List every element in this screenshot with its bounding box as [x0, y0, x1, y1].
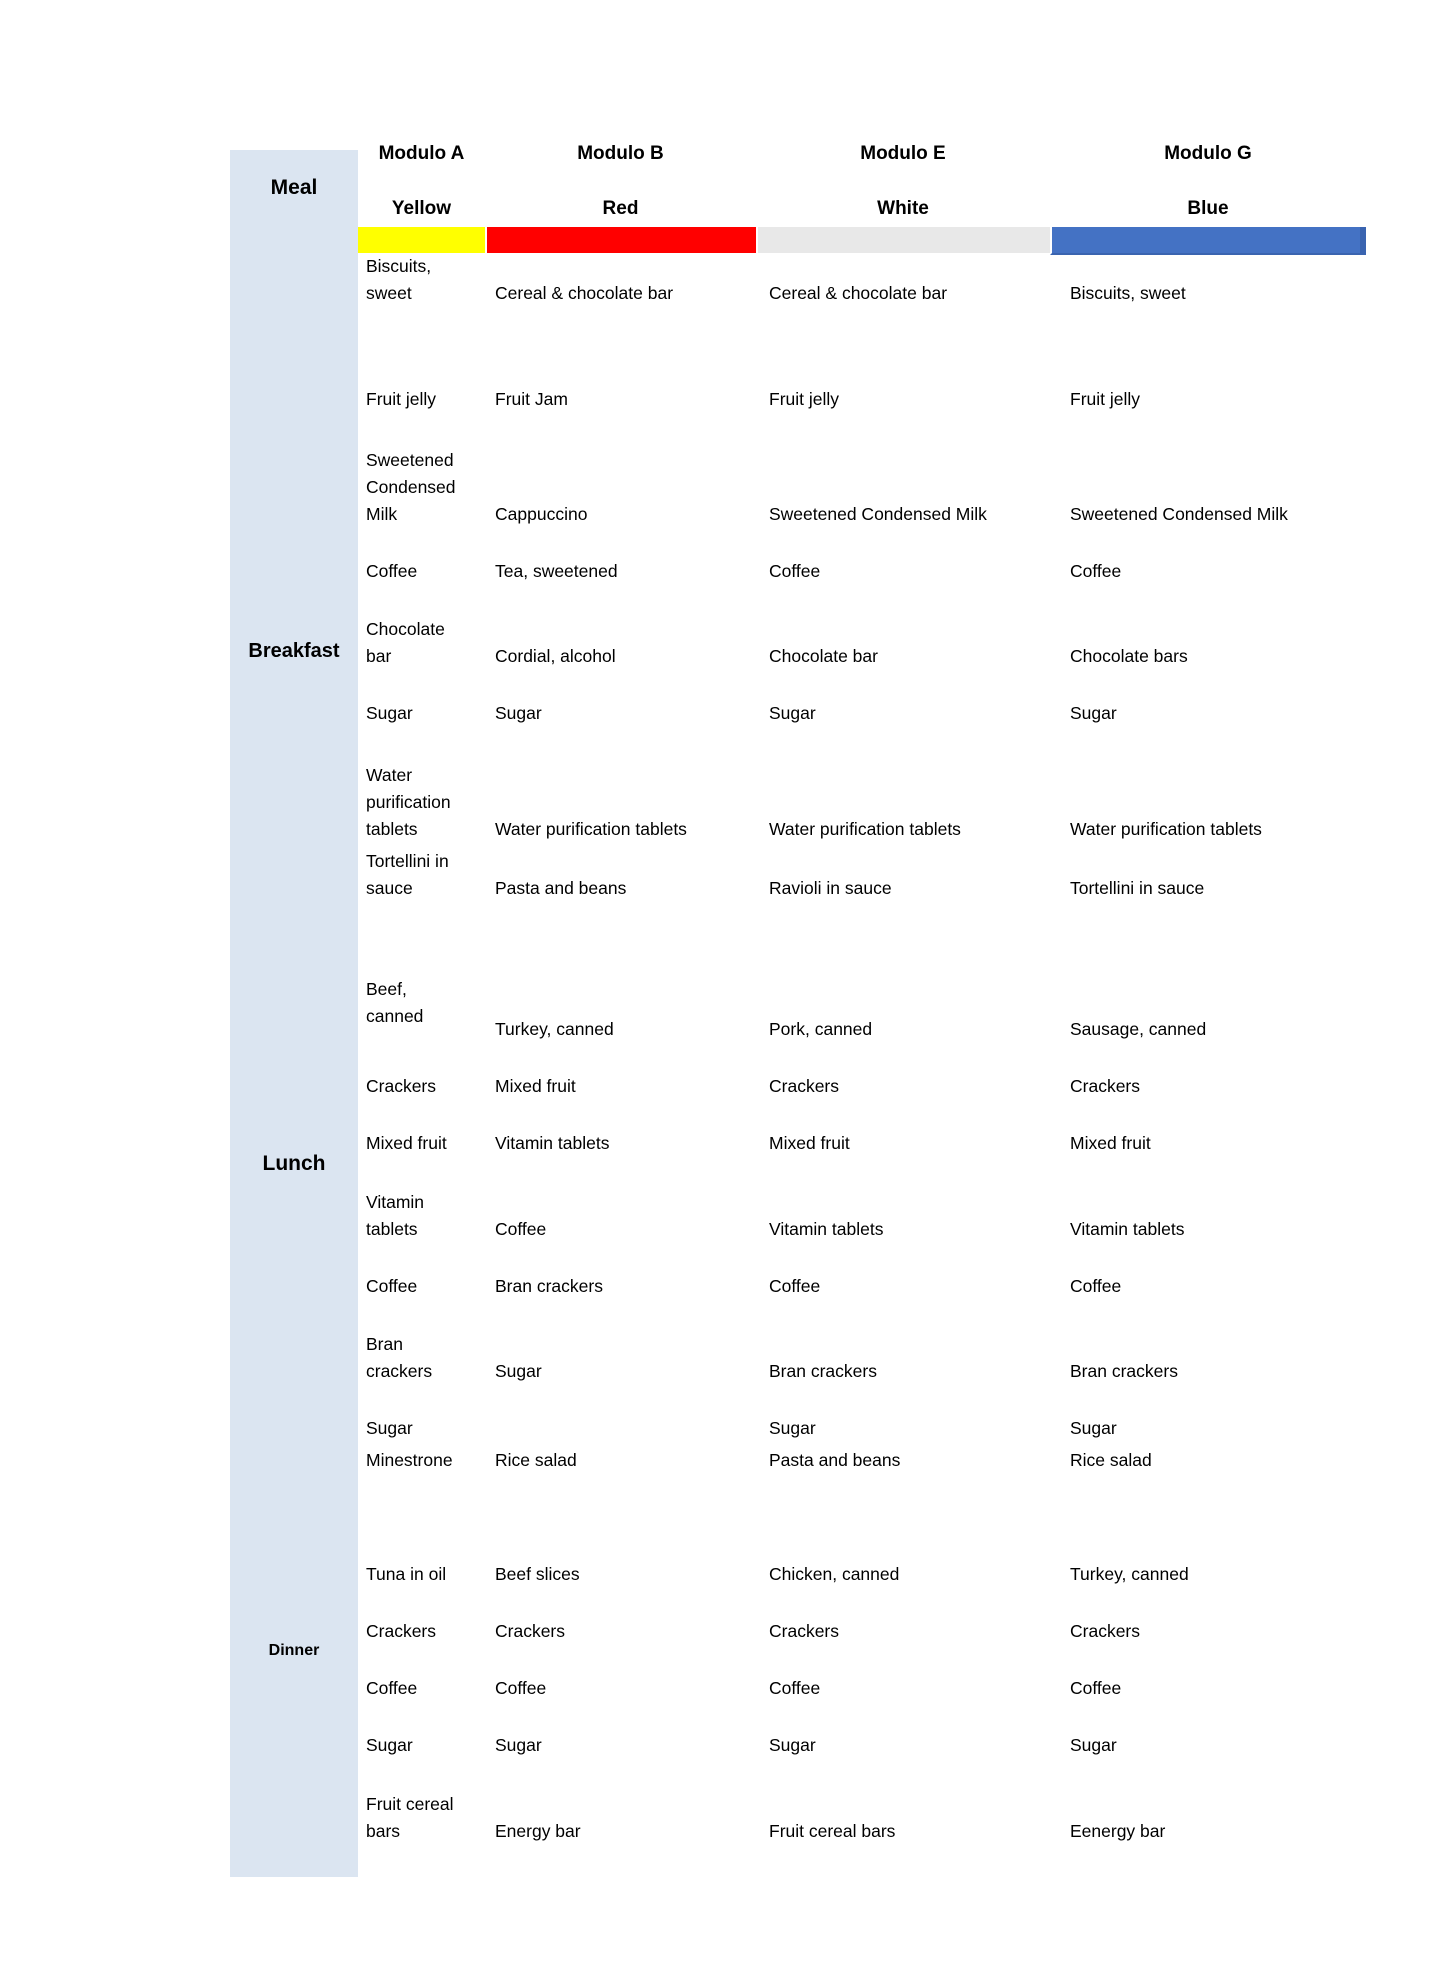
food-cell: Crackers: [495, 1621, 566, 1641]
color-bar-yellow: [358, 227, 485, 253]
food-cell: Turkey, canned: [495, 1019, 614, 1039]
food-cell: Coffee: [495, 1678, 547, 1698]
color-name-row: [230, 198, 1366, 220]
food-cell: Cereal & chocolate bar: [495, 283, 674, 303]
food-cell: Sugar: [495, 1735, 542, 1755]
food-cell: Bran crackers: [366, 1334, 433, 1381]
module-header-a: Modulo A: [378, 143, 465, 164]
color-name-yellow: Yellow: [391, 198, 452, 219]
food-cell: Sugar: [769, 1735, 816, 1755]
food-cell: Sausage, canned: [1070, 1019, 1207, 1039]
food-cell: Coffee: [769, 1678, 821, 1698]
color-name-red: Red: [602, 198, 639, 219]
table-row: [230, 418, 1366, 533]
food-cell: Water purification tablets: [495, 819, 687, 839]
module-header-b: Modulo B: [577, 143, 664, 164]
food-cell: Crackers: [366, 1076, 437, 1096]
header-spacer: [230, 143, 358, 165]
food-cell: Vitamin tablets: [366, 1192, 425, 1239]
food-cell: Crackers: [366, 1621, 437, 1641]
food-cell: Crackers: [769, 1621, 840, 1641]
food-cell: Minestrone: [366, 1450, 453, 1470]
food-cell: Biscuits, sweet: [1070, 283, 1186, 303]
food-cell: Sugar: [366, 1735, 413, 1755]
table-body: [230, 253, 1366, 1850]
food-cell: Vitamin tablets: [495, 1133, 610, 1153]
food-cell: Sugar: [1070, 1735, 1117, 1755]
food-cell: Coffee: [366, 561, 418, 581]
table-row: [230, 1593, 1366, 1650]
table-row: [230, 1707, 1366, 1764]
food-cell: Tea, sweetened: [495, 561, 618, 581]
food-cell: Sugar: [1070, 703, 1117, 723]
table-row: [230, 1390, 1366, 1447]
food-cell: Ravioli in sauce: [769, 878, 892, 898]
color-bar-red: [485, 227, 756, 253]
food-cell: Beef, canned: [366, 979, 424, 1026]
table-row: [230, 1162, 1366, 1248]
module-header-g: Modulo G: [1164, 143, 1252, 164]
color-name-blue: Blue: [1187, 198, 1229, 219]
food-cell: Turkey, canned: [1070, 1564, 1189, 1584]
table-row: [230, 1447, 1366, 1476]
table-row: [230, 675, 1366, 732]
food-cell: Sweetened Condensed Milk: [1070, 504, 1288, 524]
food-cell: Chicken, canned: [769, 1564, 900, 1584]
food-cell: Sugar: [366, 1418, 413, 1438]
food-cell: Tuna in oil: [366, 1564, 447, 1584]
food-cell: Chocolate bars: [1070, 646, 1188, 666]
table-row: [230, 732, 1366, 848]
meal-label-breakfast: Breakfast: [248, 640, 340, 662]
food-cell: Chocolate bar: [366, 619, 445, 666]
food-cell: Fruit jelly: [1070, 389, 1141, 409]
food-cell: Sugar: [769, 1418, 816, 1438]
food-cell: Coffee: [769, 561, 821, 581]
table-row: [230, 1048, 1366, 1105]
color-name-white: White: [877, 198, 929, 219]
color-bar-spacer: [230, 227, 358, 253]
food-cell: Mixed fruit: [769, 1133, 850, 1153]
food-cell: Mixed fruit: [1070, 1133, 1151, 1153]
food-cell: Biscuits, sweet: [366, 256, 432, 303]
table-row: [230, 303, 1366, 418]
table-row: [230, 848, 1366, 905]
table-row: [230, 1305, 1366, 1390]
module-header-e: Modulo E: [860, 143, 946, 164]
food-cell: Cordial, alcohol: [495, 646, 616, 666]
food-cell: Coffee: [495, 1219, 547, 1239]
food-cell: Rice salad: [495, 1450, 577, 1470]
food-cell: Sugar: [495, 703, 542, 723]
food-cell: Cappuccino: [495, 504, 588, 524]
color-bar: [230, 227, 1366, 253]
food-cell: Coffee: [1070, 1678, 1122, 1698]
food-cell: Fruit cereal bars: [366, 1794, 454, 1841]
meal-label-dinner: Dinner: [268, 1642, 320, 1659]
food-cell: Rice salad: [1070, 1450, 1152, 1470]
food-cell: Tortellini in sauce: [1070, 878, 1205, 898]
food-cell: Vitamin tablets: [1070, 1219, 1185, 1239]
food-cell: Mixed fruit: [366, 1133, 447, 1153]
food-cell: Pasta and beans: [769, 1450, 901, 1470]
food-cell: Sugar: [769, 703, 816, 723]
food-cell: Coffee: [769, 1276, 821, 1296]
table-row: [230, 905, 1366, 1048]
table-row: [230, 1105, 1366, 1162]
food-cell: Energy bar: [495, 1821, 581, 1841]
food-cell: Bran crackers: [495, 1276, 603, 1296]
food-cell: Vitamin tablets: [769, 1219, 884, 1239]
food-cell: Mixed fruit: [495, 1076, 576, 1096]
food-cell: Water purification tablets: [769, 819, 961, 839]
food-cell: Pasta and beans: [495, 878, 627, 898]
table-row: [230, 253, 1366, 303]
food-cell: Fruit cereal bars: [769, 1821, 896, 1841]
food-cell: Crackers: [769, 1076, 840, 1096]
food-cell: Water purification tablets: [1070, 819, 1262, 839]
table-row: [230, 1248, 1366, 1305]
meal-header-label: Meal: [270, 176, 318, 199]
table-row: [230, 1650, 1366, 1707]
food-cell: Sugar: [495, 1361, 542, 1381]
food-cell: Fruit jelly: [366, 389, 437, 409]
food-cell: Fruit jelly: [769, 389, 840, 409]
food-cell: Sweetened Condensed Milk: [769, 504, 987, 524]
food-cell: Fruit Jam: [495, 389, 568, 409]
food-cell: Crackers: [1070, 1621, 1141, 1641]
food-cell: Coffee: [366, 1276, 418, 1296]
food-cell: Bran crackers: [769, 1361, 877, 1381]
module-header-row: [230, 143, 1366, 165]
food-cell: Cereal & chocolate bar: [769, 283, 948, 303]
food-cell: Pork, canned: [769, 1019, 873, 1039]
food-cell: Water purification tablets: [366, 765, 451, 839]
table-row: [230, 1764, 1366, 1850]
header-spacer: [230, 198, 358, 220]
food-cell: Beef slices: [495, 1564, 580, 1584]
food-cell: Coffee: [1070, 561, 1122, 581]
table-row: [230, 1476, 1366, 1593]
table-row: [230, 590, 1366, 675]
color-bar-blue: [1050, 227, 1366, 255]
food-cell: Sweetened Condensed Milk: [366, 450, 456, 524]
color-bar-white: [756, 227, 1050, 253]
table-row: [230, 533, 1366, 590]
meal-label-lunch: Lunch: [262, 1152, 326, 1175]
food-cell: Bran crackers: [1070, 1361, 1178, 1381]
food-cell: Coffee: [366, 1678, 418, 1698]
food-cell: Tortellini in sauce: [366, 851, 449, 898]
food-cell: Coffee: [1070, 1276, 1122, 1296]
food-cell: Crackers: [1070, 1076, 1141, 1096]
food-cell: Sugar: [366, 703, 413, 723]
food-cell: Eenergy bar: [1070, 1821, 1166, 1841]
food-cell: Sugar: [1070, 1418, 1117, 1438]
food-cell: Chocolate bar: [769, 646, 878, 666]
